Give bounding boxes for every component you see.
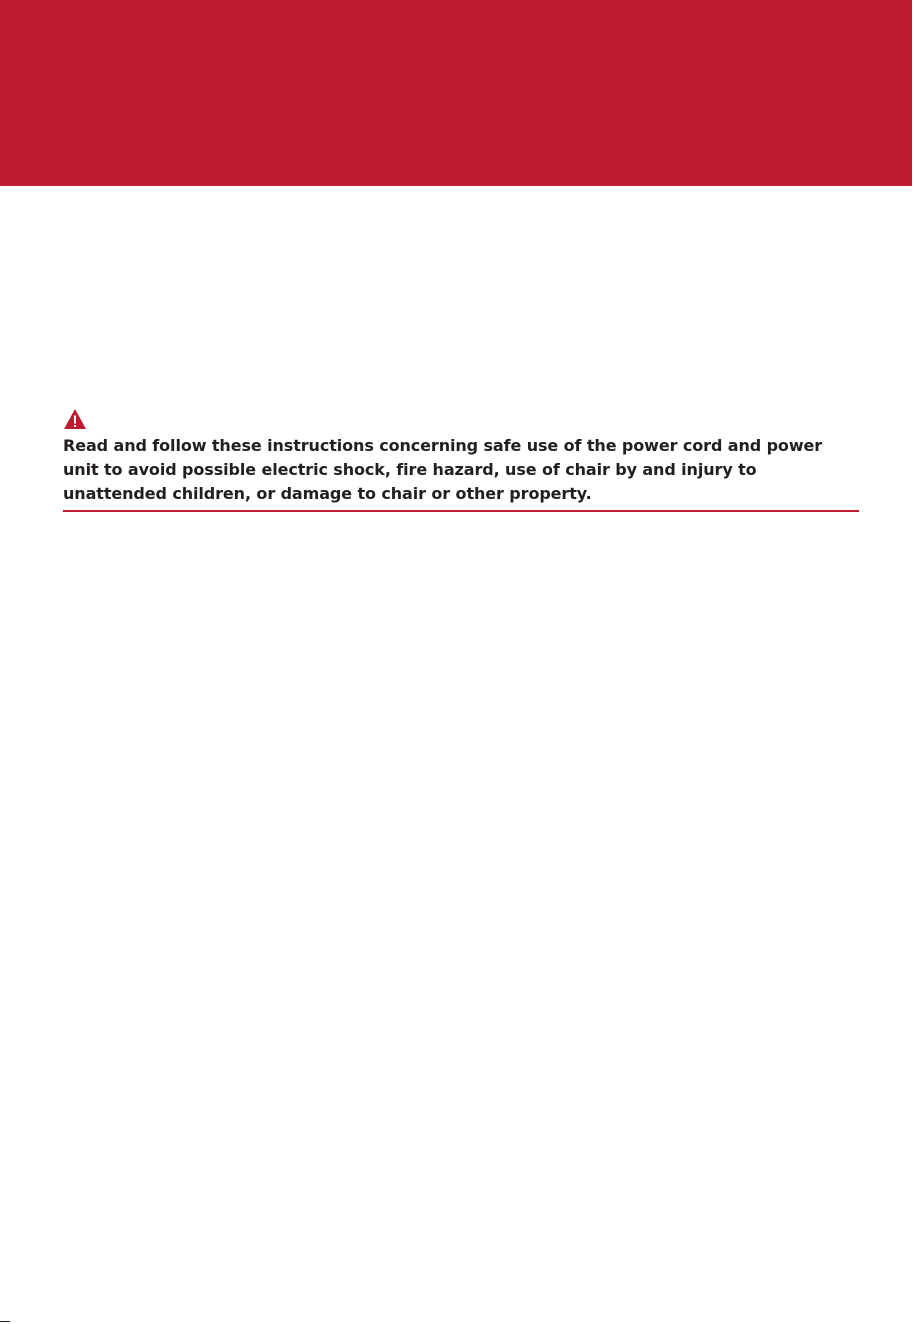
header-band <box>0 0 912 186</box>
warning-text: Read and follow these instructions concerning safe use of the power cord and power unit to avoid possible electric shock, fire hazard, use of chair by and injury to unattended children, or damage to chair or other property. <box>63 436 823 503</box>
page-corner-mark <box>0 1321 10 1322</box>
safety-warning <box>63 408 859 506</box>
section-divider <box>63 510 859 512</box>
warning-triangle-icon <box>63 408 87 430</box>
